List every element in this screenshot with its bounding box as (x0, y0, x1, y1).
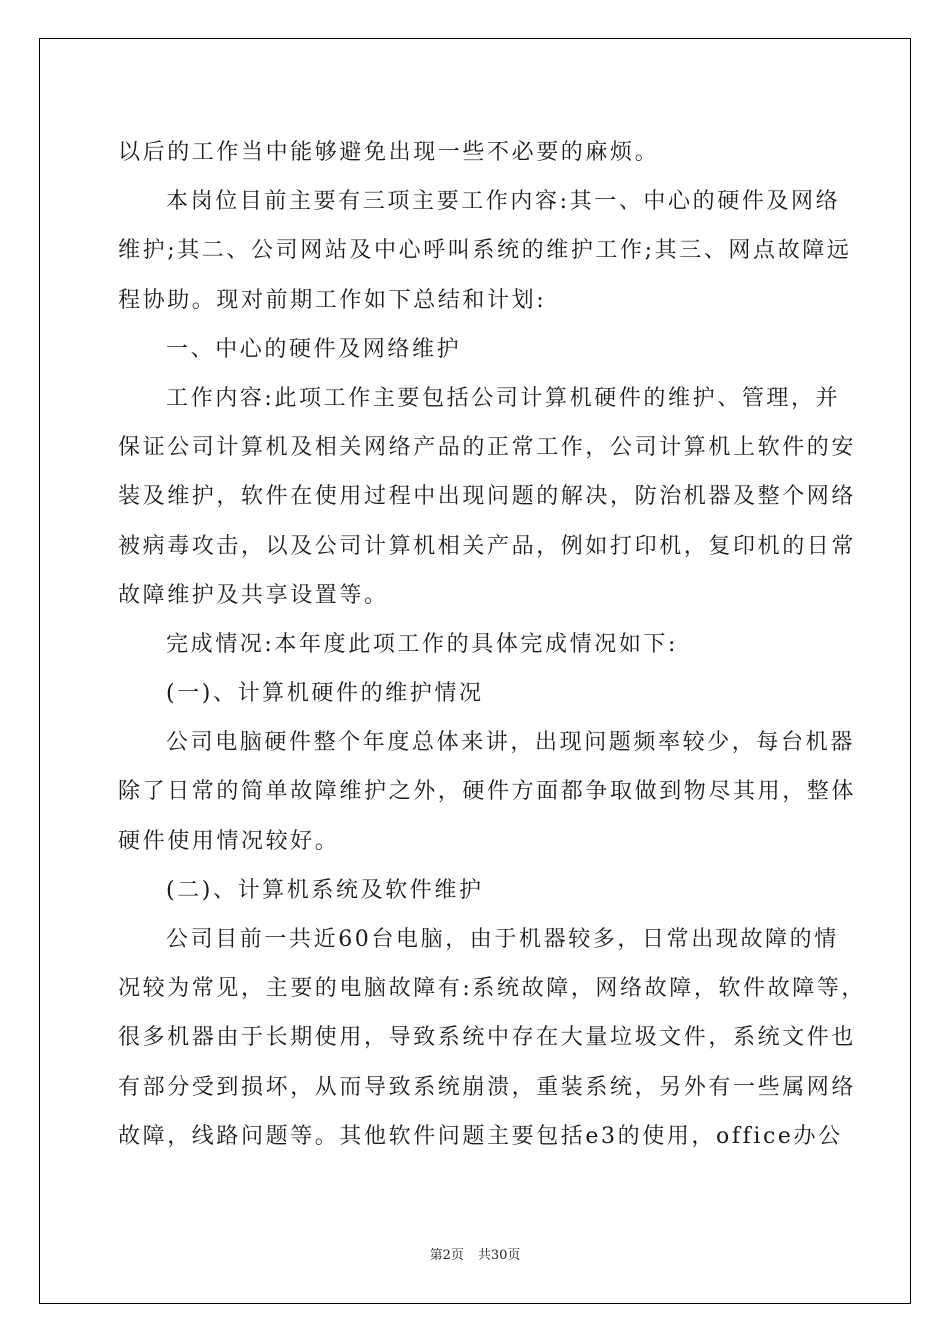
page-number: 第2页 (429, 1248, 464, 1263)
text-line-21: 故障，线路问题等。其他软件问题主要包括e3的使用，office办公 (118, 1123, 843, 1149)
text-line-20: 有部分受到损坏，从而导致系统崩溃，重装系统，另外有一些属网络 (118, 1074, 857, 1100)
text-line-9: 被病毒攻击，以及公司计算机相关产品，例如打印机，复印机的日常 (118, 533, 857, 559)
subsection-heading-1: (一)、计算机硬件的维护情况 (166, 681, 484, 707)
text-line-14: 除了日常的简单故障维护之外，硬件方面都争取做到物尽其用，整体 (118, 779, 857, 805)
text-line-6: 工作内容:此项工作主要包括公司计算机硬件的维护、管理，并 (166, 385, 841, 411)
text-line-15: 硬件使用情况较好。 (118, 828, 340, 854)
subsection-heading-2: (二)、计算机系统及软件维护 (166, 877, 484, 903)
text-line-8: 装及维护，软件在使用过程中出现问题的解决，防治机器及整个网络 (118, 484, 857, 510)
text-line-17: 公司目前一共近60台电脑，由于机器较多，日常出现故障的情 (166, 927, 839, 952)
text-line-3: 维护;其二、公司网站及中心呼叫系统的维护工作;其三、网点故障远 (118, 238, 852, 264)
text-line-2: 本岗位目前主要有三项主要工作内容:其一、中心的硬件及网络 (166, 189, 841, 215)
document-body (118, 128, 867, 1161)
text-line-18: 况较为常见，主要的电脑故障有:系统故障，网络故障，软件故障等， (118, 976, 867, 1002)
text-line-10: 故障维护及共享设置等。 (118, 582, 389, 608)
text-line-13: 公司电脑硬件整个年度总体来讲，出现问题频率较少，每台机器 (166, 730, 855, 756)
text-line-7: 保证公司计算机及相关网络产品的正常工作，公司计算机上软件的安 (118, 435, 857, 461)
text-line-1: 以后的工作当中能够避免出现一些不必要的麻烦。 (118, 140, 660, 165)
page-footer (0, 1244, 950, 1263)
text-line-4: 程协助。现对前期工作如下总结和计划: (118, 287, 547, 313)
section-heading-1: 一、中心的硬件及网络维护 (166, 336, 462, 362)
text-line-11: 完成情况:本年度此项工作的具体完成情况如下: (166, 631, 679, 657)
page-total: 共30页 (477, 1248, 521, 1263)
text-line-19: 很多机器由于长期使用，导致系统中存在大量垃圾文件，系统文件也 (118, 1025, 857, 1051)
